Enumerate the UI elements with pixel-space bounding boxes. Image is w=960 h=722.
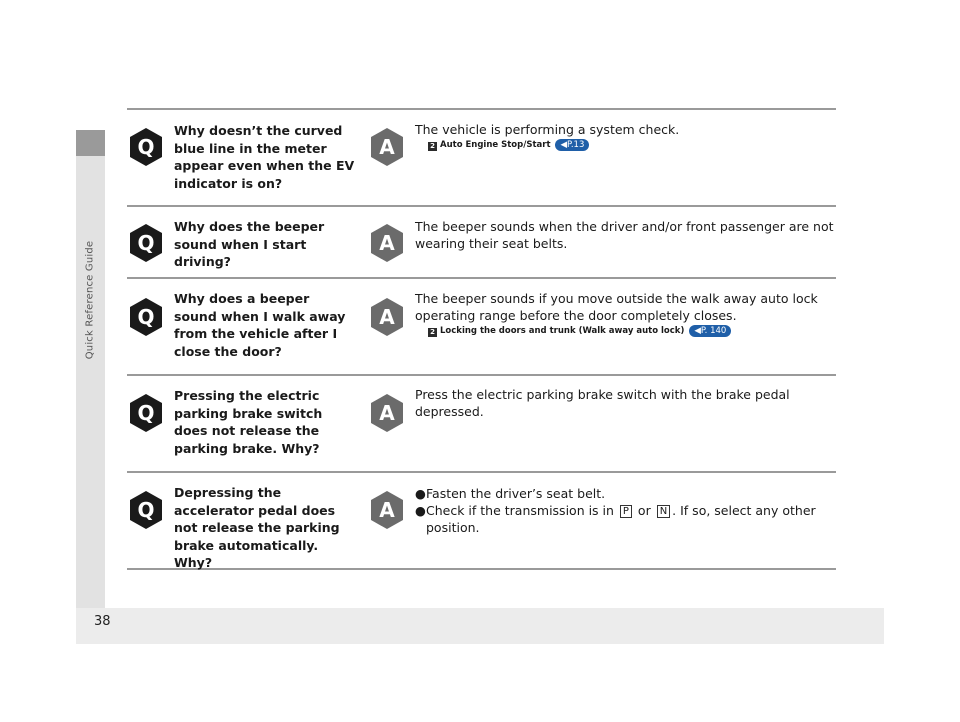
list-item: ● Fasten the driver’s seat belt. [415,486,606,501]
page-footer [76,608,884,644]
divider [127,277,836,279]
question-q-icon [128,128,164,166]
svg-text:Q: Q [137,231,155,255]
svg-text:A: A [379,401,395,425]
question-q-icon [128,224,164,262]
answer-block [415,290,835,338]
cross-reference[interactable] [428,324,835,338]
answer-text: Press the electric parking brake switch with the brake pedal depressed. [415,387,790,419]
question-text: Why doesn’t the curved blue line in the meter appear even when the EV indicator is on? [174,123,355,191]
answer-block [415,218,835,252]
page-number: 38 [94,614,111,629]
question-q-icon [128,298,164,336]
bullet-icon: ● [415,503,426,518]
list-item: ● Check if the transmission is in P or N . If so, select any other position. [415,503,816,535]
sidebar-section-label: Quick Reference Guide [84,240,96,360]
gear-p-key: P [620,505,632,518]
answer-a-icon [369,128,405,166]
sidebar-tab [76,130,105,156]
cross-reference[interactable] [428,138,835,152]
answer-text: The beeper sounds if you move outside the walk away auto lock operating range before the door completely closes. [415,291,818,323]
answer-text: The vehicle is performing a system check. [415,122,680,137]
divider [127,471,836,473]
answer-block [415,485,835,536]
svg-text:A: A [379,231,395,255]
svg-text:Q: Q [137,305,155,329]
answer-a-icon [369,491,405,529]
reference-arrow-icon: 2 [428,328,437,337]
page-reference-link[interactable]: ◀P. 140 [689,325,731,337]
divider [127,374,836,376]
reference-label: Auto Engine Stop/Start [440,140,551,150]
page-reference-link[interactable]: ◀P.13 [555,139,589,151]
answer-list [415,485,835,536]
answer-a-icon [369,298,405,336]
reference-arrow-icon: 2 [428,142,437,151]
sidebar-strip [76,156,105,608]
answer-a-icon [369,394,405,432]
gear-n-key: N [657,505,670,518]
svg-text:A: A [379,135,395,159]
divider [127,108,836,110]
answer-block [415,386,835,420]
reference-label: Locking the doors and trunk (Walk away auto lock) [440,326,685,336]
svg-text:Q: Q [137,401,155,425]
question-text: Depressing the accelerator pedal does not release the parking brake automatically. Why? [174,485,340,570]
question-q-icon [128,394,164,432]
svg-text:A: A [379,305,395,329]
bullet-icon: ● [415,486,426,501]
answer-a-icon [369,224,405,262]
question-q-icon [128,491,164,529]
svg-text:A: A [379,498,395,522]
question-text: Why does a beeper sound when I walk away from the vehicle after I close the door? [174,291,346,359]
answer-text: The beeper sounds when the driver and/or front passenger are not wearing their seat belts. [415,219,834,251]
divider [127,205,836,207]
question-text: Why does the beeper sound when I start driving? [174,219,325,269]
svg-text:Q: Q [137,135,155,159]
svg-text:Q: Q [137,498,155,522]
question-text: Pressing the electric parking brake switch does not release the parking brake. Why? [174,388,323,456]
answer-block [415,121,835,152]
